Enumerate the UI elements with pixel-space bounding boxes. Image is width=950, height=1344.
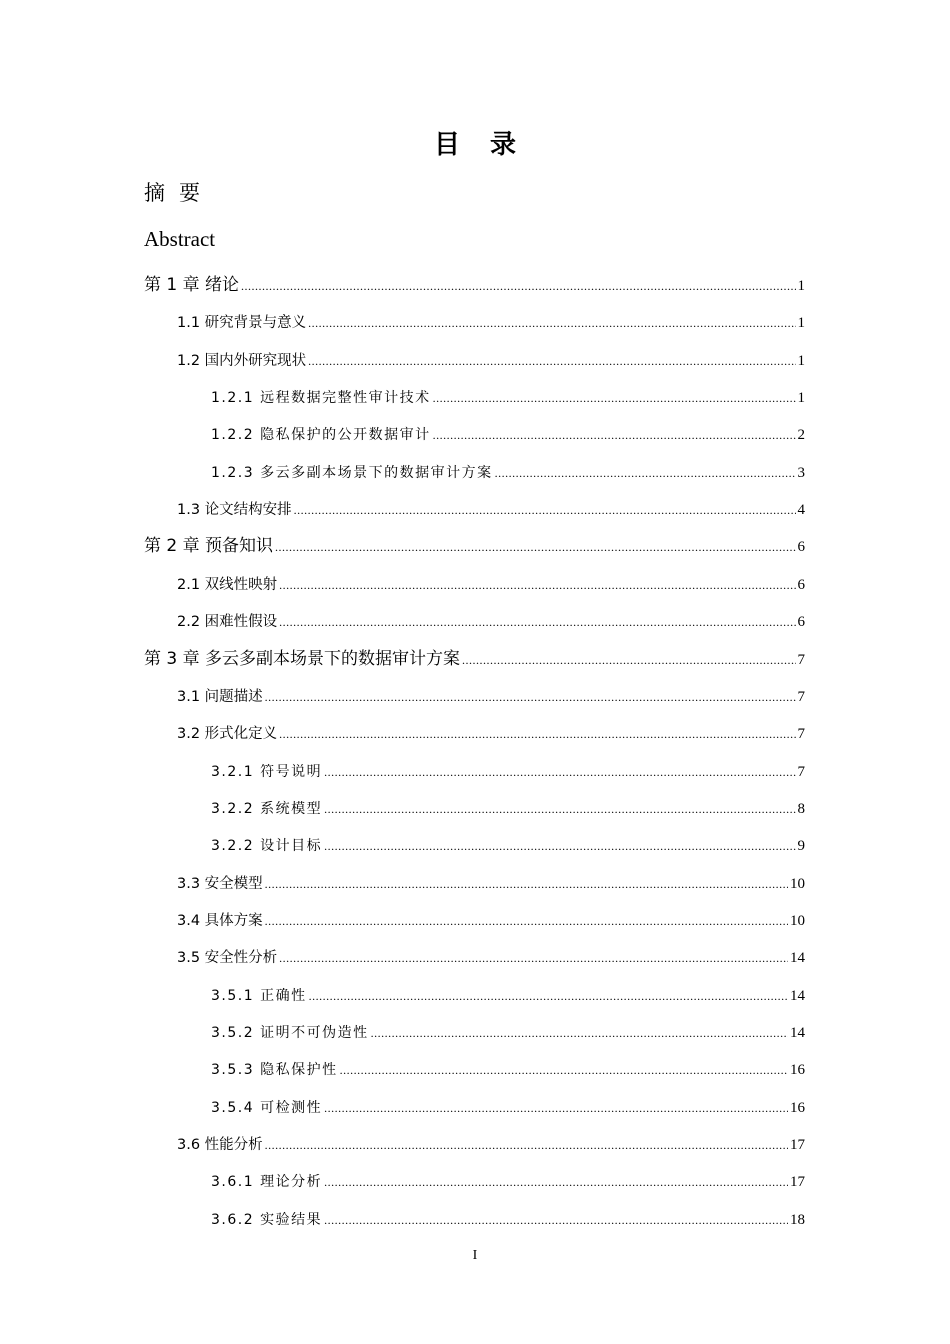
toc-leader-dots [308,310,795,332]
toc-leader-dots [324,759,795,781]
toc-entry-page: 14 [790,1025,805,1041]
toc-entry[interactable] [177,721,805,743]
toc-entry[interactable] [211,833,805,855]
toc-entry-label: 3.6.1 理论分析 [211,1174,323,1190]
toc-entry-page: 3 [797,465,805,481]
toc-entry-label: 3.6.2 实验结果 [211,1212,323,1228]
toc-leader-dots [241,273,795,295]
toc-entry[interactable] [177,310,805,332]
toc-entry-page: 6 [797,577,805,593]
toc-entry[interactable] [211,1095,805,1117]
toc-entry-label: 1.2 国内外研究现状 [177,353,307,369]
toc-leader-dots [340,1057,788,1079]
toc-entry-page: 7 [797,652,805,668]
toc-leader-dots [279,721,795,743]
toc-entry-page: 9 [797,838,805,854]
front-matter-abstract-en: Abstract [144,227,216,251]
toc-entry[interactable] [211,422,805,444]
toc-entry[interactable] [177,609,805,631]
toc-entry-page: 17 [790,1137,805,1153]
toc-entry[interactable] [211,1207,805,1229]
toc-entry-page: 7 [797,689,805,705]
toc-entry[interactable] [211,1169,805,1191]
toc-entry-page: 14 [790,950,805,966]
toc-entry-label: 1.2.2 隐私保护的公开数据审计 [211,427,431,443]
page-number: I [472,1248,478,1263]
toc-leader-dots [324,1169,788,1191]
toc-entry[interactable] [177,1132,805,1154]
toc-entry-page: 7 [797,726,805,742]
toc-entry-page: 14 [790,988,805,1004]
toc-entry-page: 6 [797,539,805,555]
toc-entry-label: 1.1 研究背景与意义 [177,315,307,331]
toc-entry-page: 1 [797,353,805,369]
toc-leader-dots [309,983,788,1005]
toc-leader-dots [433,422,796,444]
toc-entry-page: 8 [797,801,805,817]
toc-entry[interactable] [211,796,805,818]
toc-entry[interactable] [144,273,805,295]
toc-entry-label: 3.1 问题描述 [177,689,263,705]
page-title: 目录 [433,130,546,160]
toc-entry[interactable] [177,497,805,519]
toc-entry-page: 7 [797,764,805,780]
toc-entry-page: 16 [790,1100,805,1116]
toc-entry-label: 3.5.2 证明不可伪造性 [211,1025,369,1041]
toc-entry-label: 3.5.1 正确性 [211,988,307,1004]
toc-leader-dots [324,1207,788,1229]
toc-leader-dots [308,348,795,370]
toc-leader-dots [433,385,796,407]
toc-entry-page: 2 [797,427,805,443]
toc-entry-label: 3.3 安全模型 [177,876,263,892]
toc-entry[interactable] [144,647,805,669]
toc-entry[interactable] [211,759,805,781]
toc-leader-dots [265,1132,788,1154]
toc-leader-dots [324,833,795,855]
toc-leader-dots [265,908,788,930]
toc-entry-label: 第 1 章 绪论 [144,275,240,295]
toc-entry-label: 3.5.4 可检测性 [211,1100,323,1116]
toc-entry[interactable] [177,348,805,370]
toc-entry-page: 6 [797,614,805,630]
toc-entry-label: 1.3 论文结构安排 [177,502,292,518]
toc-entry[interactable] [177,945,805,967]
toc-entry[interactable] [177,572,805,594]
toc-entry-page: 4 [797,502,805,518]
toc-entry-page: 1 [797,390,805,406]
toc-entry-label: 3.4 具体方案 [177,913,263,929]
toc-entry[interactable] [211,1057,805,1079]
toc-entry-label: 3.5 安全性分析 [177,950,278,966]
toc-entry-label: 1.2.1 远程数据完整性审计技术 [211,390,431,406]
toc-entry-page: 10 [790,876,805,892]
toc-leader-dots [324,1095,788,1117]
toc-entry[interactable] [177,871,805,893]
toc-entry-label: 第 2 章 预备知识 [144,536,274,556]
toc-entry[interactable] [211,983,805,1005]
toc-leader-dots [462,647,795,669]
toc-entry[interactable] [211,385,805,407]
toc-leader-dots [495,460,796,482]
toc-leader-dots [279,945,788,967]
toc-entry[interactable] [144,534,805,556]
toc-entry-label: 3.5.3 隐私保护性 [211,1062,338,1078]
toc-leader-dots [265,684,796,706]
toc-entry-label: 3.2.2 设计目标 [211,838,323,854]
toc-entry-label: 第 3 章 多云多副本场景下的数据审计方案 [144,649,461,669]
toc-entry-page: 17 [790,1174,805,1190]
toc-entry-label: 3.2 形式化定义 [177,726,278,742]
toc-leader-dots [265,871,788,893]
toc-entry-label: 3.2.2 系统模型 [211,801,323,817]
toc-entry-page: 1 [797,315,805,331]
toc-entry-page: 10 [790,913,805,929]
front-matter-abstract-zh: 摘要 [144,181,214,205]
toc-entry-label: 2.1 双线性映射 [177,577,278,593]
toc-leader-dots [294,497,796,519]
toc-leader-dots [275,534,795,556]
toc-entry-page: 16 [790,1062,805,1078]
toc-entry[interactable] [211,1020,805,1042]
toc-entry-page: 1 [797,278,805,294]
toc-entry-page: 18 [790,1212,805,1228]
toc-leader-dots [371,1020,788,1042]
toc-entry-label: 3.6 性能分析 [177,1137,263,1153]
toc-entry[interactable] [177,908,805,930]
toc-entry[interactable] [211,460,805,482]
toc-entry-label: 1.2.3 多云多副本场景下的数据审计方案 [211,465,493,481]
toc-leader-dots [279,609,795,631]
toc-leader-dots [279,572,795,594]
toc-entry[interactable] [177,684,805,706]
toc-entry-label: 3.2.1 符号说明 [211,764,323,780]
toc-entry-label: 2.2 困难性假设 [177,614,278,630]
toc-leader-dots [324,796,795,818]
